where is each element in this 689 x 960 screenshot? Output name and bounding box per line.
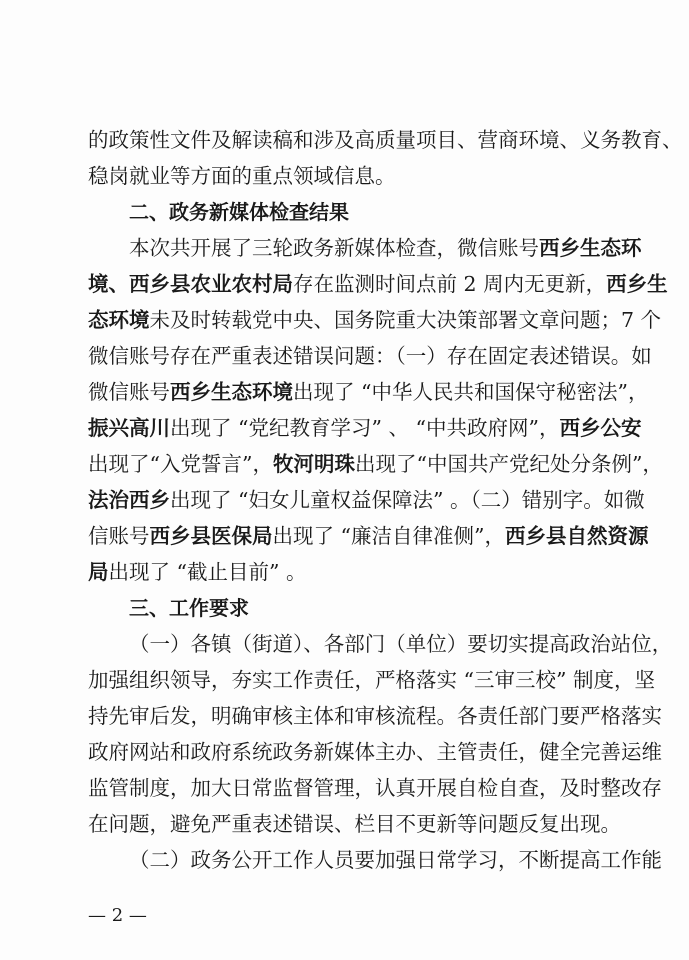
paragraph-line: 微信账号西乡生态环境出现了 “中华人民共和国保守秘密法”，: [88, 380, 649, 404]
paragraph-line: 加强组织领导，夯实工作责任，严格落实 “三审三校” 制度，坚: [88, 668, 655, 692]
paragraph-line: 在问题，避免严重表述错误、栏目不更新等问题反复出现。: [88, 812, 621, 836]
paragraph-line: 局出现了 “截止目前” 。: [88, 560, 307, 584]
paragraph-line: 本次共开展了三轮政务新媒体检查，微信账号西乡生态环: [129, 236, 642, 260]
paragraph-line: 态环境未及时转载党中央、国务院重大决策部署文章问题；7 个: [88, 308, 662, 332]
paragraph-line: 政府网站和政府系统政务新媒体主办、主管责任，健全完善运维: [88, 740, 662, 764]
paragraph-line: 稳岗就业等方面的重点领域信息。: [88, 164, 396, 188]
paragraph-line: 法治西乡出现了 “妇女儿童权益保障法” 。（二）错别字。如微: [88, 488, 645, 512]
paragraph-line: 境、西乡县农业农村局存在监测时间点前 2 周内无更新，西乡生: [88, 272, 668, 296]
section-heading: 三、工作要求: [129, 596, 249, 620]
paragraph-line: 出现了“入党誓言”，牧河明珠出现了“中国共产党纪处分条例”，: [88, 452, 663, 476]
paragraph-line: （一）各镇（街道）、各部门（单位）要切实提高政治站位，: [129, 632, 673, 656]
paragraph-line: （二）政务公开工作人员要加强日常学习，不断提高工作能: [129, 848, 662, 872]
paragraph-line: 的政策性文件及解读稿和涉及高质量项目、营商环境、义务教育、: [88, 128, 683, 152]
page-number: — 2 —: [88, 905, 147, 926]
paragraph-line: 监管制度，加大日常监督管理，认真开展自检自查，及时整改存: [88, 776, 662, 800]
paragraph-line: 信账号西乡县医保局出现了 “廉洁自律准侧”，西乡县自然资源: [88, 524, 649, 548]
section-heading: 二、政务新媒体检查结果: [129, 200, 349, 224]
paragraph-line: 微信账号存在严重表述错误问题：（一）存在固定表述错误。如: [88, 344, 652, 368]
paragraph-line: 持先审后发，明确审核主体和审核流程。各责任部门要严格落实: [88, 704, 662, 728]
paragraph-line: 振兴高川出现了 “党纪教育学习” 、 “中共政府网”，西乡公安: [88, 416, 642, 440]
